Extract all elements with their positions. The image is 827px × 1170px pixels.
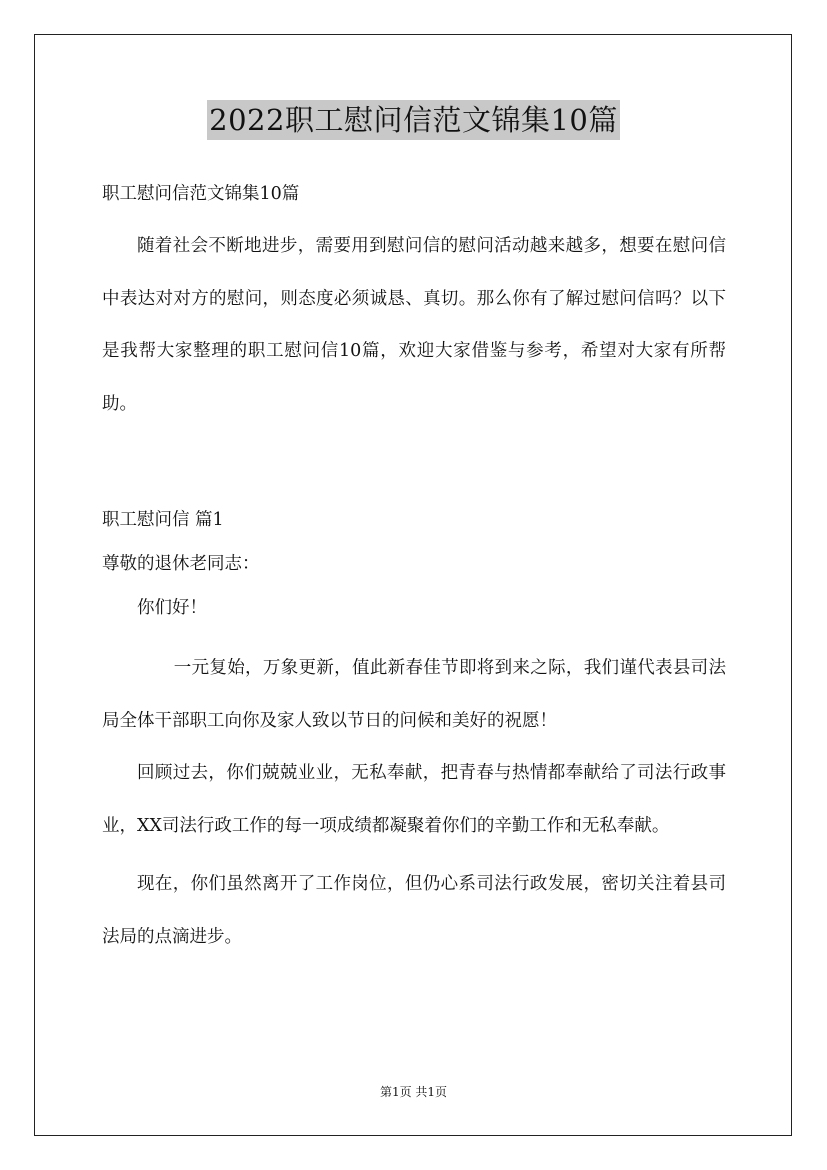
- title-container: [0, 100, 827, 140]
- greeting: 你们好！: [137, 598, 207, 618]
- body-paragraph-2: 回顾过去，你们兢兢业业，无私奉献，把青春与热情都奉献给了司法行政事业，XX司法行政工作的每一项成绩都凝聚着你们的辛勤工作和无私奉献。: [102, 763, 726, 836]
- page-footer: 第1页 共1页: [379, 1085, 448, 1099]
- intro-paragraph: 随着社会不断地进步，需要用到慰问信的慰问活动越来越多，想要在慰问信中表达对对方的慰问，则态度必须诚恳、真切。那么你有了解过慰问信吗？以下是我帮大家整理的职工慰问信10篇，欢迎大家借鉴与参考，希望对大家有所帮助。: [102, 236, 726, 414]
- body-paragraph-3: 现在，你们虽然离开了工作岗位，但仍心系司法行政发展，密切关注着县司法局的点滴进步。: [102, 874, 726, 947]
- body-paragraph-1: 一元复始，万象更新，值此新春佳节即将到来之际，我们谨代表县司法局全体干部职工向你及家人致以节日的问候和美好的祝愿！: [102, 658, 726, 731]
- section-heading: 职工慰问信 篇1: [102, 510, 224, 530]
- subtitle: 职工慰问信范文锦集10篇: [102, 184, 300, 204]
- document-body: [102, 174, 726, 963]
- salutation: 尊敬的退休老同志：: [102, 554, 260, 574]
- document-title: 2022职工慰问信范文锦集10篇: [207, 100, 620, 140]
